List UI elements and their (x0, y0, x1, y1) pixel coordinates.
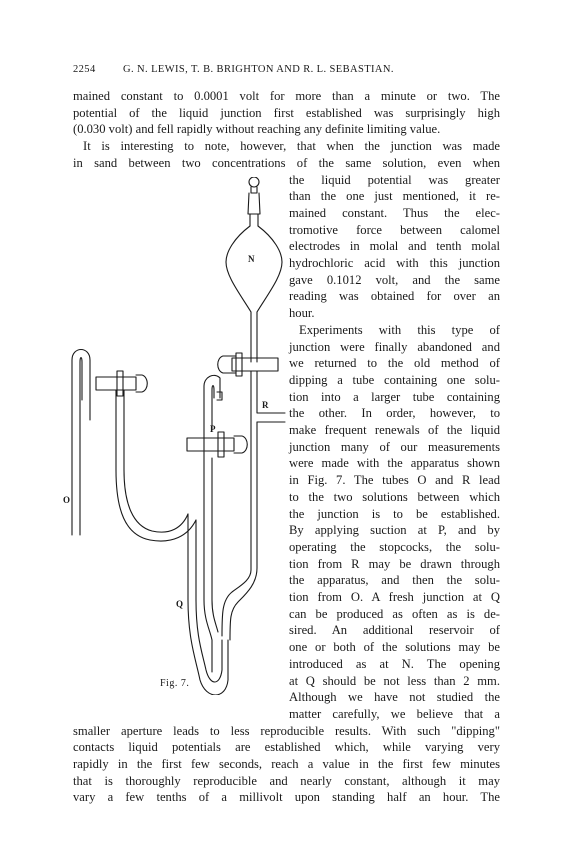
tube-to-q (222, 568, 257, 640)
column-line: junction were finally abandoned and (289, 339, 500, 354)
column-line: electrodes in molal and tenth molal (289, 239, 500, 254)
column-line: tion into a larger tube containing (289, 389, 500, 404)
column-line: make frequent renewals of the liquid (289, 423, 500, 437)
column-line: tromotive force between calomel (289, 222, 500, 237)
text-line: mained constant to 0.0001 volt for more than a minute or two. The (73, 89, 500, 103)
stopcock-lower (187, 432, 247, 457)
column-line: reading was obtained for over an (289, 289, 500, 304)
column-line: than the one just mentioned, it re- (289, 189, 500, 204)
tube-r (251, 400, 285, 570)
column-line: the junction is to be established. (289, 506, 500, 521)
column-line: sired. An additional reservoir of (289, 623, 500, 638)
text-line: vary a few tenths of a millivolt upon standing half an hour. The (73, 790, 500, 805)
column-line: we returned to the old method of (289, 356, 500, 371)
label-o: O (63, 495, 71, 505)
column-line: in Fig. 7. The tubes O and R lead (289, 473, 500, 488)
column-line: dipping a tube containing one solu- (289, 372, 500, 387)
column-line: operating the stopcocks, the solu- (289, 539, 500, 554)
column-line: hour. (289, 306, 315, 321)
label-r: R (262, 400, 269, 410)
text-line: rapidly in the first few seconds, reach a value in the first few minutes (73, 757, 500, 771)
text-line: smaller aperture leads to less reproducible results. With such "dipping" (73, 723, 500, 738)
label-p: P (210, 424, 216, 434)
column-line: at Q should be not less than 2 mm. (289, 673, 500, 688)
column-line: Although we have not studied the (289, 690, 500, 705)
page-number: 2254 (73, 64, 96, 75)
column-line: one or both of the solutions may be (289, 640, 500, 655)
column-line: were made with the apparatus shown (289, 456, 500, 471)
column-line: tion from O. A fresh junction at Q (289, 590, 500, 604)
reservoir-n (226, 177, 282, 362)
tube-p (204, 375, 222, 560)
tube-o (72, 350, 196, 601)
text-line: contacts liquid potentials are established which, while varying very (73, 740, 500, 755)
column-line: junction many of our measurements (289, 439, 500, 454)
label-q: Q (176, 599, 184, 609)
column-line: tion from R may be drawn through (289, 556, 500, 571)
text-line: (0.030 volt) and fell rapidly without reaching any definite limiting value. (73, 122, 441, 137)
text-line: that is thoroughly reproducible and nearly constant, although it may (73, 773, 500, 788)
column-line: introduced as at N. The opening (289, 656, 500, 671)
column-line: mained constant. Thus the elec- (289, 205, 500, 220)
column-line: can be produced as often as is de- (289, 606, 500, 621)
column-line: the other. In order, however, to (289, 406, 500, 421)
column-line: hydrochloric acid with this junction (289, 256, 500, 270)
text-line: potential of the liquid junction first established was surprisingly high (73, 105, 500, 120)
stopcock-upper (218, 353, 278, 400)
text-line: in sand between two concentrations of the same solution, even when (73, 155, 500, 170)
column-line: By applying suction at P, and by (289, 523, 500, 538)
column-line: to the two solutions between which (289, 489, 500, 504)
column-line: the apparatus, and then the solu- (289, 573, 500, 588)
column-line: Experiments with this type of (299, 322, 500, 337)
column-line: the liquid potential was greater (289, 172, 500, 187)
apparatus-figure (60, 177, 300, 695)
label-n: N (248, 254, 255, 264)
column-line: matter carefully, we believe that a (289, 706, 500, 721)
column-line: gave 0.1012 volt, and the same (289, 272, 500, 287)
text-line: It is interesting to note, however, that when the junction was made (83, 139, 500, 154)
running-head-authors: G. N. LEWIS, T. B. BRIGHTON AND R. L. SEBASTIAN. (123, 64, 394, 75)
figure-caption: Fig. 7. (160, 678, 190, 689)
